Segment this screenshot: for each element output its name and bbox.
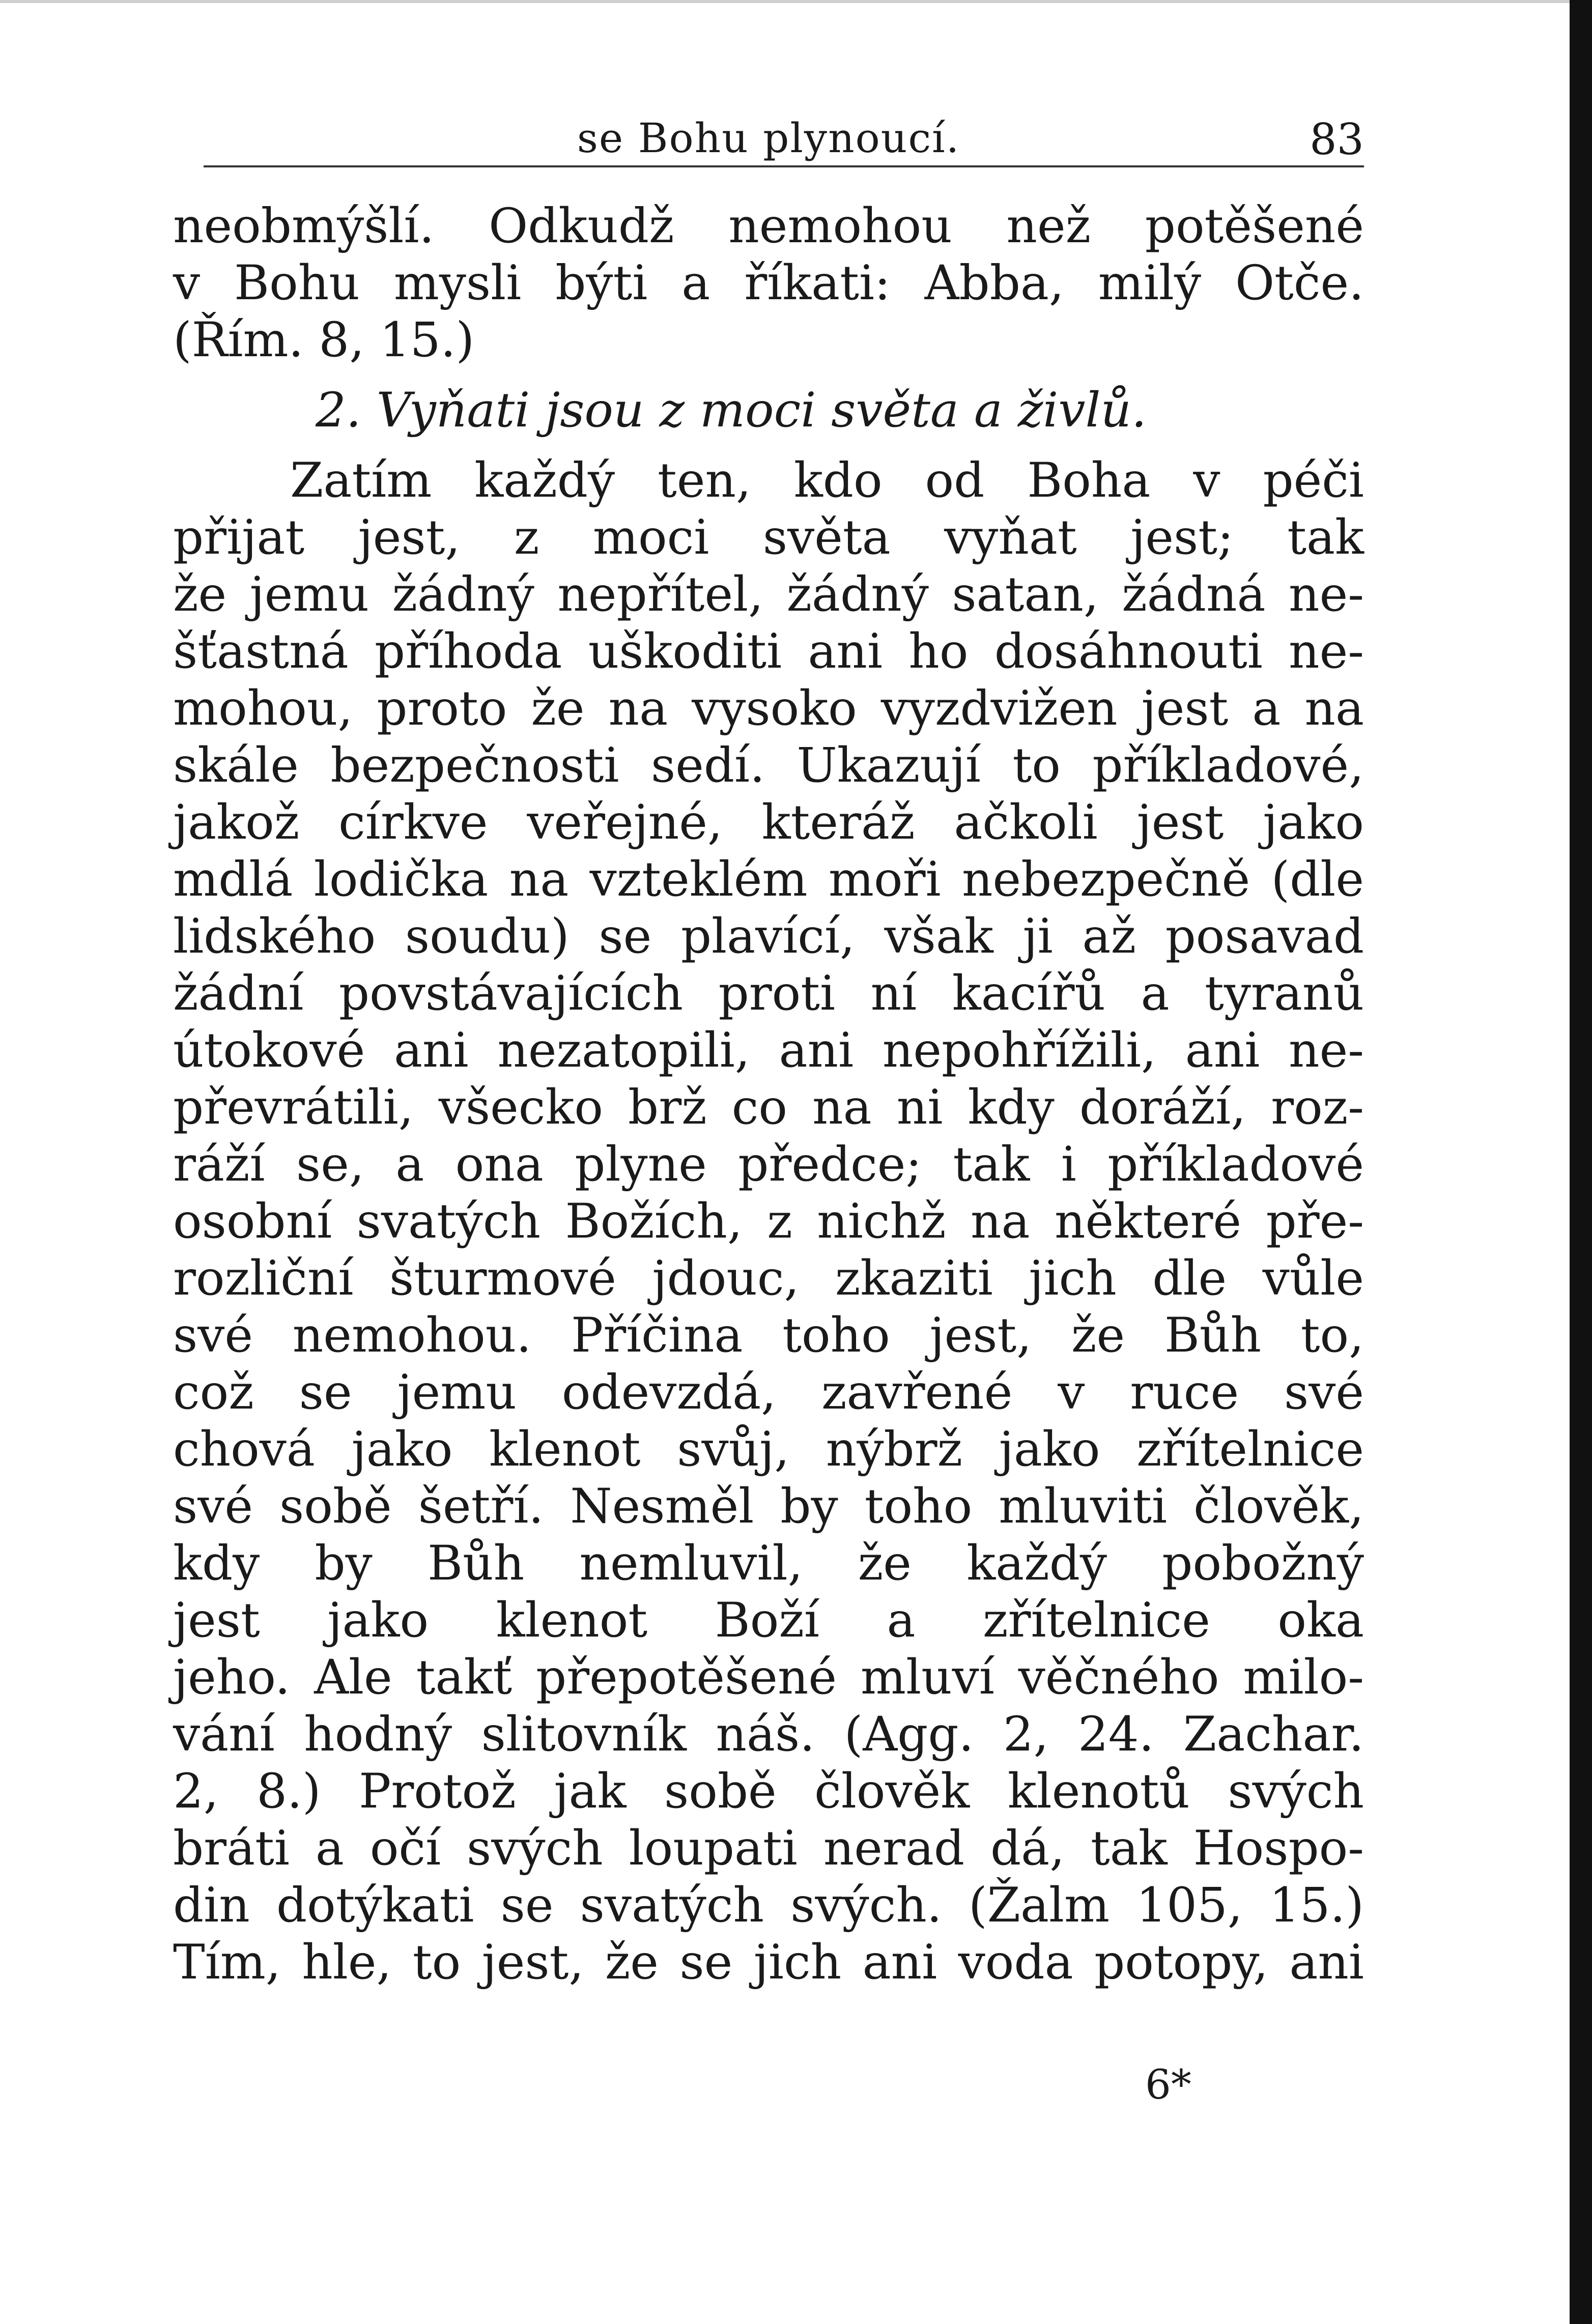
page-number: 83 <box>1310 114 1364 164</box>
text-line: neobmýšlí. Odkudž nemohou než potěšené <box>173 198 1364 254</box>
text-line: mohou, proto že na vysoko vyzdvižen jest a na <box>173 681 1364 736</box>
running-head <box>173 109 1364 165</box>
text-line: že jemu žádný nepřítel, žádný satan, žádná ne- <box>173 567 1364 622</box>
text-line: kdy by Bůh nemluvil, že každý pobožný <box>173 1536 1364 1591</box>
text-line: ráží se, a ona plyne předce; tak i příkladové <box>173 1137 1364 1192</box>
text-line: vání hodný slitovník náš. (Agg. 2, 24. Zachar. <box>173 1707 1364 1762</box>
text-line: své sobě šetří. Nesměl by toho mluviti člověk, <box>173 1479 1364 1534</box>
text-line: lidského soudu) se plavící, však ji až posavad <box>173 909 1364 964</box>
text-line: 2, 8.) Protož jak sobě člověk klenotů svých <box>173 1764 1364 1819</box>
text-line: přijat jest, z moci světa vyňat jest; tak <box>173 510 1364 565</box>
text-line: což se jemu odevzdá, zavřené v ruce své <box>173 1365 1364 1420</box>
text-line: jeho. Ale takť přepotěšené mluví věčného milo- <box>173 1650 1364 1705</box>
text-line: útokové ani nezatopili, ani nepohřížili, ani ne- <box>173 1023 1364 1078</box>
text-line: skále bezpečnosti sedí. Ukazují to příkladové, <box>173 738 1364 793</box>
signature-mark: 6* <box>1145 2061 1191 2108</box>
text-line: žádní povstávajících proti ní kacířů a tyranů <box>173 966 1364 1021</box>
text-line: osobní svatých Božích, z nichž na některé pře- <box>173 1194 1364 1249</box>
text-line: din dotýkati se svatých svých. (Žalm 105, 15.) <box>173 1878 1364 1933</box>
text-line: bráti a očí svých loupati nerad dá, tak Hospo- <box>173 1821 1364 1876</box>
text-line: mdlá lodička na vzteklém moři nebezpečně (dle <box>173 852 1364 907</box>
text-line: své nemohou. Příčina toho jest, že Bůh to, <box>173 1308 1364 1363</box>
body-text <box>173 198 1364 1991</box>
text-line: Zatím každý ten, kdo od Boha v péči <box>290 453 1364 508</box>
text-line: převrátili, všecko brž co na ni kdy doráží, roz- <box>173 1080 1364 1135</box>
scan-edge-top <box>0 0 1592 3</box>
running-title: se Bohu plynoucí. <box>577 114 960 162</box>
section-heading: 2. Vyňati jsou z moci světa a živlů. <box>316 383 1147 438</box>
text-line: (Řím. 8, 15.) <box>173 312 475 368</box>
text-line: šťastná příhoda uškoditi ani ho dosáhnouti ne- <box>173 624 1364 679</box>
book-page <box>173 109 1364 1991</box>
scan-edge-right <box>1570 0 1592 2324</box>
text-line: jakož církve veřejné, kteráž ačkoli jest jako <box>173 795 1364 850</box>
header-rule <box>204 165 1364 167</box>
text-line: rozliční šturmové jdouc, zkaziti jich dle vůle <box>173 1251 1364 1306</box>
text-line: v Bohu mysli býti a říkati: Abba, milý Otče. <box>173 255 1364 311</box>
text-line: jest jako klenot Boží a zřítelnice oka <box>173 1593 1364 1648</box>
text-line: chová jako klenot svůj, nýbrž jako zřítelnice <box>173 1422 1364 1477</box>
text-line: Tím, hle, to jest, že se jich ani voda potopy, ani <box>173 1935 1364 1990</box>
